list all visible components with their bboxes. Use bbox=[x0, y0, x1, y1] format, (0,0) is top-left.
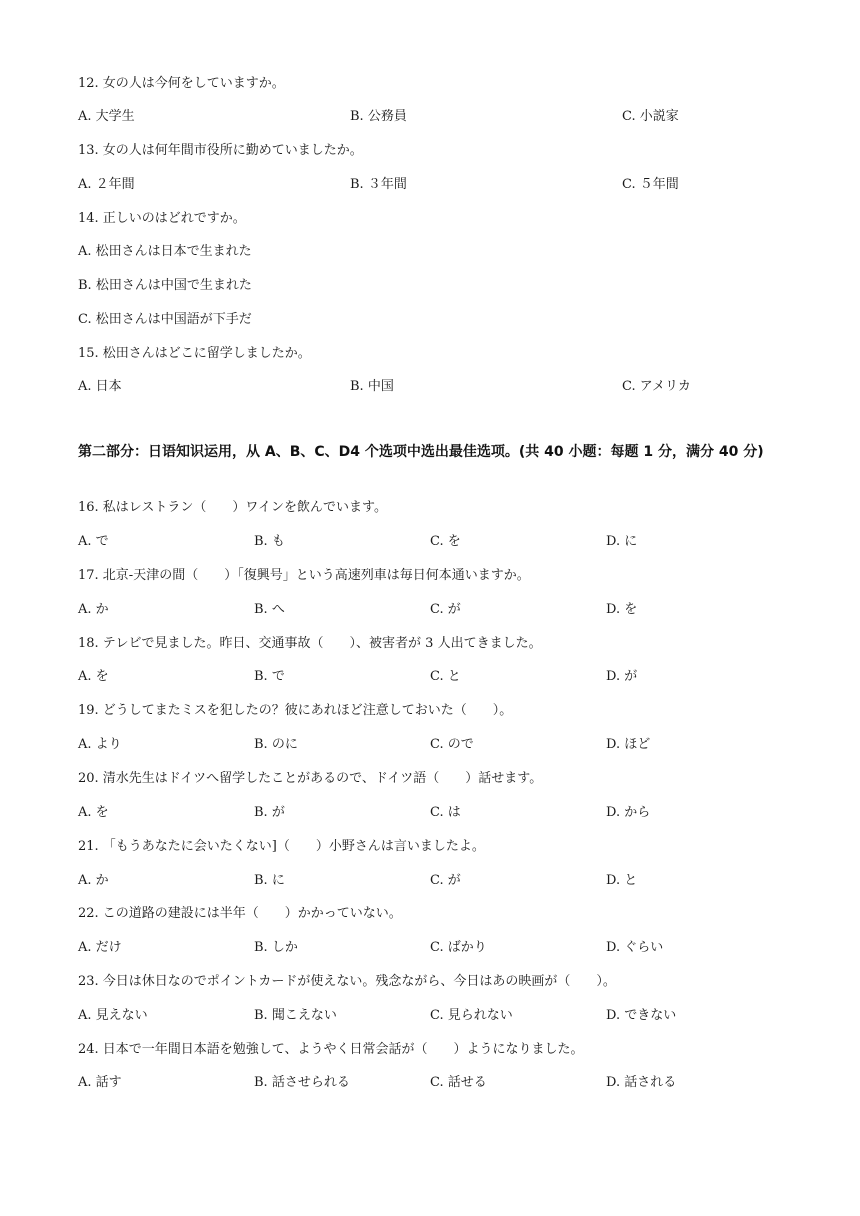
option-b: B. のに bbox=[254, 737, 298, 752]
option-c: C. ばかり bbox=[430, 940, 487, 955]
question-22: 22. この道路の建設には半年（ ）かかっていない。 bbox=[78, 906, 402, 921]
options-row-15 bbox=[0, 379, 860, 395]
options-row-21 bbox=[0, 873, 860, 889]
options-row-18 bbox=[0, 669, 860, 685]
option-c: C. が bbox=[430, 602, 461, 617]
question-16: 16. 私はレストラン（ ）ワインを飲んでいます。 bbox=[78, 500, 387, 515]
question-23: 23. 今日は休日なのでポイントカードが使えない。残念ながら、今日はあの映画が（ ）。 bbox=[78, 974, 616, 989]
option-b: B. 話させられる bbox=[254, 1075, 350, 1090]
option-d: D. 話される bbox=[606, 1075, 677, 1090]
option-d: D. ほど bbox=[606, 737, 651, 752]
options-row-17 bbox=[0, 602, 860, 618]
option-b: B. が bbox=[254, 805, 285, 820]
option-c: C. アメリカ bbox=[622, 379, 691, 394]
option-b: B. 聞こえない bbox=[254, 1008, 337, 1023]
option-c: C. 見られない bbox=[430, 1008, 513, 1023]
option-c: C. 小説家 bbox=[622, 109, 679, 124]
options-row-23 bbox=[0, 1008, 860, 1024]
option-c: C. 松田さんは中国語が下手だ bbox=[78, 312, 252, 327]
options-row-22 bbox=[0, 940, 860, 956]
question-13: 13. 女の人は何年間市役所に勤めていましたか。 bbox=[78, 143, 363, 158]
option-a: A. 話す bbox=[78, 1075, 122, 1090]
option-a: A. だけ bbox=[78, 940, 122, 955]
option-c: C. ５年間 bbox=[622, 177, 679, 192]
option-c: C. と bbox=[430, 669, 461, 684]
options-row-13 bbox=[0, 177, 860, 193]
option-a: A. 見えない bbox=[78, 1008, 148, 1023]
options-row-24 bbox=[0, 1075, 860, 1091]
option-a: A. 日本 bbox=[78, 379, 122, 394]
option-a: A. で bbox=[78, 534, 109, 549]
option-b: B. ３年間 bbox=[350, 177, 407, 192]
option-d: D. ぐらい bbox=[606, 940, 664, 955]
question-17: 17. 北京-天津の間（ ）「復興号」という高速列車は毎日何本通いますか。 bbox=[78, 568, 530, 583]
option-c: C. は bbox=[430, 805, 461, 820]
question-18: 18. テレビで見ました。昨日、交通事故（ ）、被害者が 3 人出てきました。 bbox=[78, 636, 542, 651]
options-row-20 bbox=[0, 805, 860, 821]
option-d: D. に bbox=[606, 534, 638, 549]
option-a: A. を bbox=[78, 805, 109, 820]
question-14: 14. 正しいのはどれですか。 bbox=[78, 211, 246, 226]
option-d: D. と bbox=[606, 873, 638, 888]
option-a: A. を bbox=[78, 669, 109, 684]
option-b: B. 松田さんは中国で生まれた bbox=[78, 278, 252, 293]
option-d: D. から bbox=[606, 805, 651, 820]
option-a: A. か bbox=[78, 602, 109, 617]
option-a: A. ２年間 bbox=[78, 177, 135, 192]
question-24: 24. 日本で一年間日本語を勉強して、ようやく日常会話が（ ）ようになりました。 bbox=[78, 1042, 584, 1057]
option-b: B. 中国 bbox=[350, 379, 394, 394]
question-20: 20. 清水先生はドイツへ留学したことがあるので、ドイツ語（ ）話せます。 bbox=[78, 771, 543, 786]
option-b: B. も bbox=[254, 534, 285, 549]
options-row-19 bbox=[0, 737, 860, 753]
option-b: B. で bbox=[254, 669, 285, 684]
option-b: B. しか bbox=[254, 940, 298, 955]
section-heading: 第二部分：日语知识运用，从 A、B、C、D4 个选项中选出最佳选项。(共 40 小题：每题 1 分，满分 40 分) bbox=[78, 444, 764, 460]
option-c: C. を bbox=[430, 534, 461, 549]
option-d: D. を bbox=[606, 602, 638, 617]
option-d: D. できない bbox=[606, 1008, 677, 1023]
question-15: 15. 松田さんはどこに留学しましたか。 bbox=[78, 346, 311, 361]
options-row-12 bbox=[0, 109, 860, 125]
option-b: B. に bbox=[254, 873, 285, 888]
question-12: 12. 女の人は今何をしていますか。 bbox=[78, 76, 285, 91]
option-b: B. 公務員 bbox=[350, 109, 407, 124]
option-a: A. より bbox=[78, 737, 122, 752]
question-21: 21. 「もうあなたに会いたくない]（ ）小野さんは言いましたよ。 bbox=[78, 839, 485, 854]
option-c: C. が bbox=[430, 873, 461, 888]
option-a: A. 松田さんは日本で生まれた bbox=[78, 244, 252, 259]
option-c: C. ので bbox=[430, 737, 474, 752]
options-row-16 bbox=[0, 534, 860, 550]
option-a: A. か bbox=[78, 873, 109, 888]
option-a: A. 大学生 bbox=[78, 109, 135, 124]
question-19: 19. どうしてまたミスを犯したの？彼にあれほど注意しておいた（ ）。 bbox=[78, 703, 513, 718]
option-b: B. へ bbox=[254, 602, 285, 617]
option-d: D. が bbox=[606, 669, 638, 684]
option-c: C. 話せる bbox=[430, 1075, 487, 1090]
